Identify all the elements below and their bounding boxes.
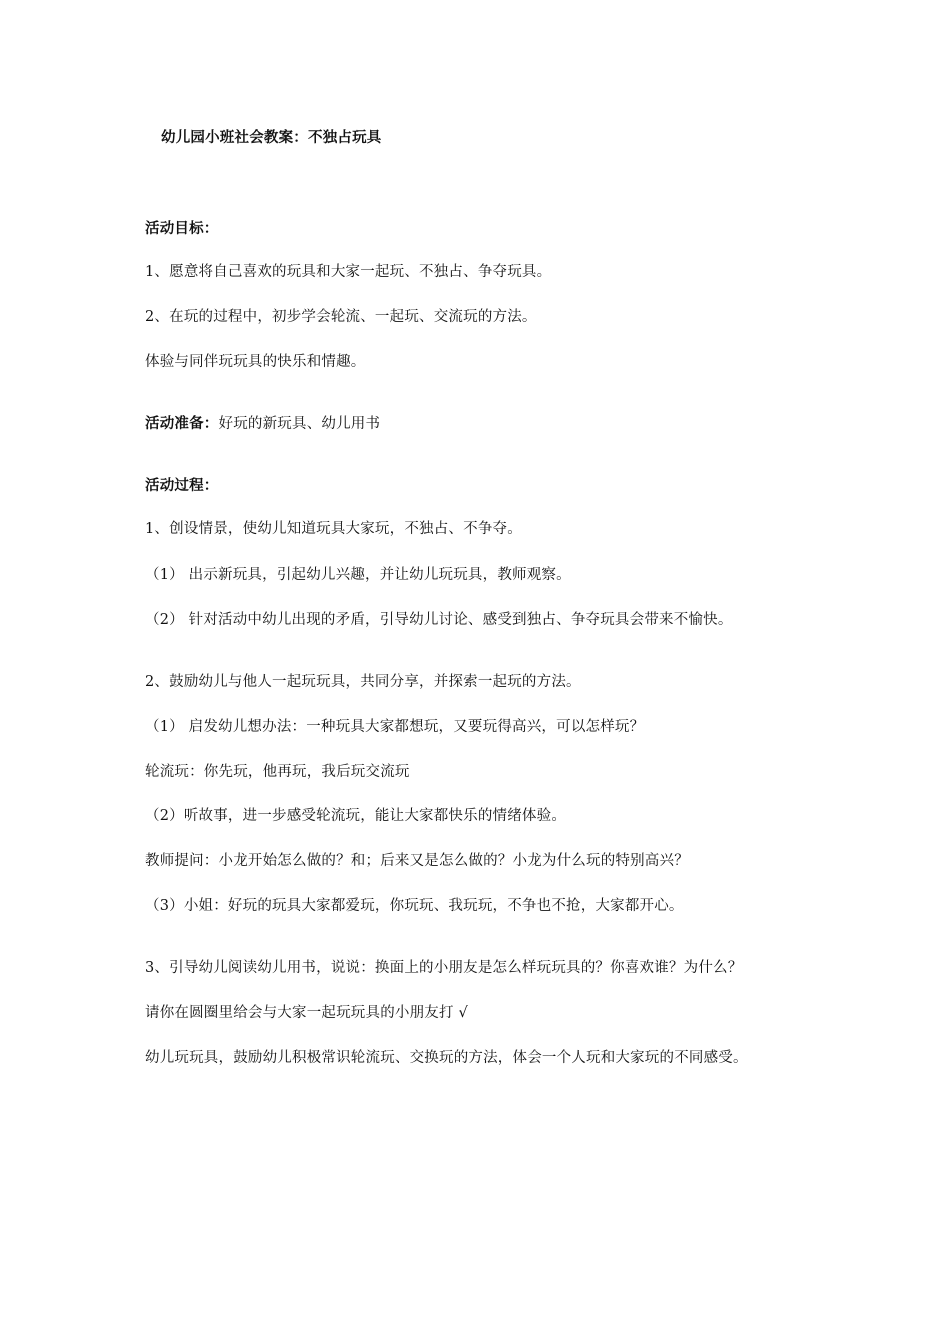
goal-item-2: 2、在玩的过程中，初步学会轮流、一起玩、交流玩的方法。: [145, 309, 537, 325]
page-title: 幼儿园小班社会教案：不独占玩具: [161, 130, 382, 146]
goals-heading: 活动目标：: [145, 221, 219, 237]
goal-item-1: 1、愿意将自己喜欢的玩具和大家一起玩、不独占、争夺玩具。: [145, 264, 552, 280]
preparation-label: 活动准备：: [145, 416, 219, 432]
process-step-3-end: 幼儿玩玩具，鼓励幼儿积极常识轮流玩、交换玩的方法，体会一个人玩和大家玩的不同感受。: [145, 1050, 748, 1066]
process-step-2: 2、鼓励幼儿与他人一起玩玩具，共同分享，并探索一起玩的方法。: [145, 674, 581, 690]
preparation-text: 好玩的新玩具、幼儿用书: [218, 416, 381, 432]
process-step-2-2: （2）听故事，进一步感受轮流玩，能让大家都快乐的情绪体验。: [145, 808, 567, 824]
process-step-2-1: （1） 启发幼儿想办法：一种玩具大家都想玩，又要玩得高兴，可以怎样玩？: [145, 719, 645, 735]
process-step-1-1: （1） 出示新玩具，引起幼儿兴趣，并让幼儿玩玩具，教师观察。: [145, 567, 571, 583]
process-step-2-3: （3）小姐：好玩的玩具大家都爱玩，你玩玩、我玩玩，不争也不抢，大家都开心。: [145, 898, 684, 914]
process-step-2-1-note: 轮流玩：你先玩，他再玩，我后玩交流玩: [145, 764, 410, 780]
process-step-1: 1、创设情景，使幼儿知道玩具大家玩，不独占、不争夺。: [145, 521, 522, 537]
goal-item-3: 体验与同伴玩玩具的快乐和情趣。: [145, 354, 366, 370]
process-step-3: 3、引导幼儿阅读幼儿用书，说说：换面上的小朋友是怎么样玩玩具的？你喜欢谁？为什么？: [145, 960, 743, 976]
process-heading: 活动过程：: [145, 478, 219, 494]
process-step-3-task: 请你在圆圈里给会与大家一起玩玩具的小朋友打 √: [145, 1005, 468, 1021]
process-step-1-2: （2） 针对活动中幼儿出现的矛盾，引导幼儿讨论、感受到独占、争夺玩具会带来不愉快。: [145, 612, 733, 628]
preparation-line: [145, 414, 380, 434]
process-step-2-2-question: 教师提问：小龙开始怎么做的？和；后来又是怎么做的？小龙为什么玩的特别高兴？: [145, 853, 689, 869]
